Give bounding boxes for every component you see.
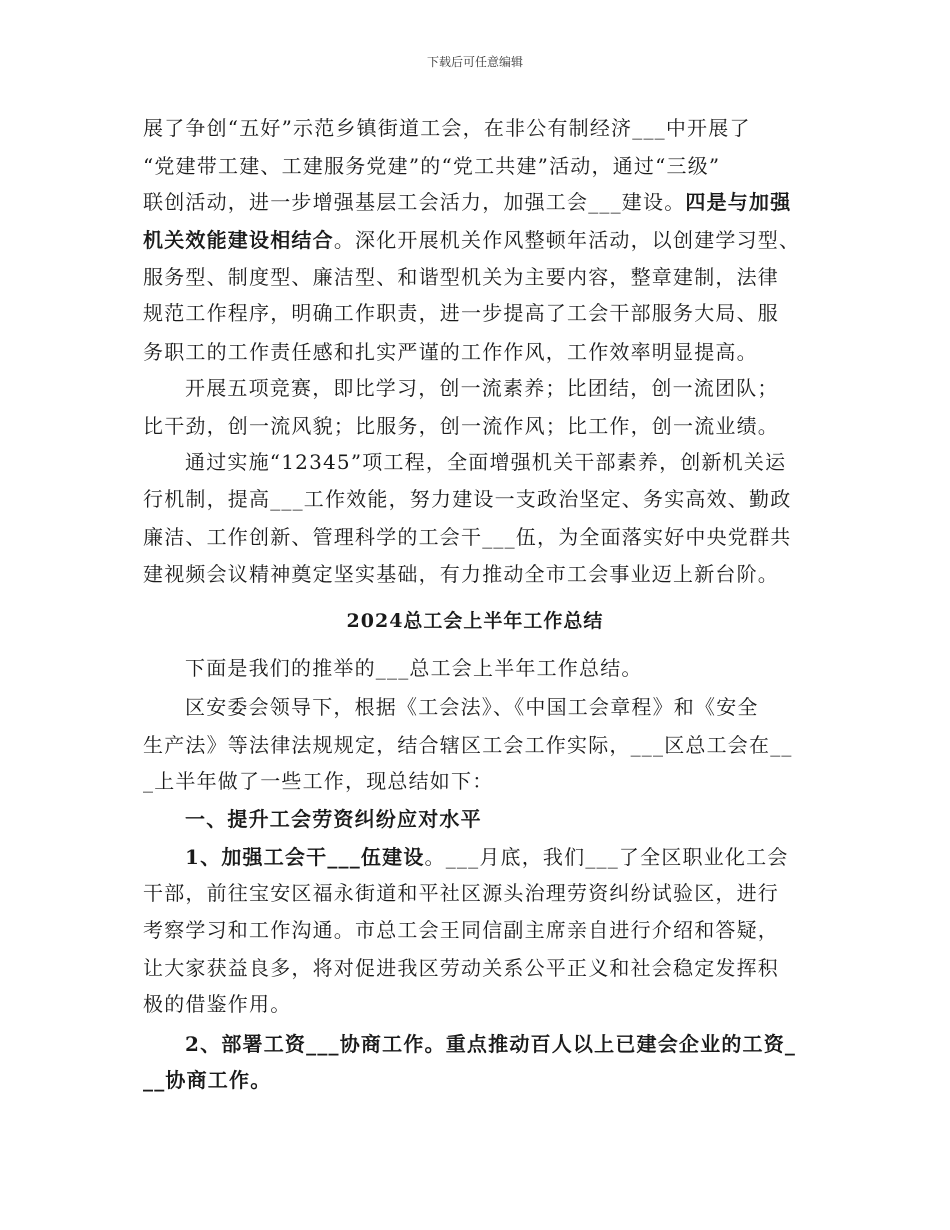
bold-phrase: 四是与加强 — [685, 190, 792, 214]
paragraph-line: 通过实施“12345”项工程，全面增强机关干部素养，创新机关运 — [185, 450, 787, 474]
paragraph-line: 开展五项竞赛，即比学习，创一流素养；比团结，创一流团队； — [185, 376, 779, 400]
paragraph-line: 2、部署工资___协商工作。重点推动百人以上已建会企业的工资_ — [185, 1032, 797, 1056]
paragraph-line: 行机制，提高___工作效能，努力建设一支政治坚定、务实高效、勤政 — [143, 487, 792, 511]
bold-phrase: 机关效能建设相结合 — [143, 228, 334, 252]
paragraph-line: 廉洁、工作创新、管理科学的工会干___伍，为全面落实好中央党群共 — [143, 525, 792, 549]
bold-phrase: 1、加强工会干___伍建设 — [185, 845, 425, 869]
paragraph-line: 机关效能建设相结合。深化开展机关作风整顿年活动，以创建学习型、 — [143, 228, 801, 252]
paragraph-line: 让大家获益良多，将对促进我区劳动关系公平正义和社会稳定发挥积 — [143, 956, 779, 980]
paragraph-line: 极的借鉴作用。 — [143, 992, 292, 1016]
paragraph-line: 建视频会议精神奠定坚实基础，有力推动全市工会事业迈上新台阶。 — [143, 562, 779, 586]
paragraph-line: 联创活动，进一步增强基层工会活力，加强工会___建设。四是与加强 — [143, 190, 792, 214]
subheading-line: 一、提升工会劳资纠纷应对水平 — [185, 807, 482, 831]
paragraph-line: 务职工的工作责任感和扎实严谨的工作作风，工作效率明显提高。 — [143, 340, 758, 364]
paragraph-line: 干部，前往宝安区福永街道和平社区源头治理劳资纠纷试验区，进行 — [143, 881, 779, 905]
paragraph-line: 1、加强工会干___伍建设。___月底，我们___了全区职业化工会 — [185, 845, 789, 869]
paragraph-line: __协商工作。 — [143, 1068, 272, 1092]
paragraph-line: 比干劲，创一流风貌；比服务，创一流作风；比工作，创一流业绩。 — [143, 414, 779, 438]
page-header: 下载后可任意编辑 — [426, 55, 523, 69]
paragraph-line: 生产法》等法律法规规定，结合辖区工会工作实际，___区总工会在__ — [143, 733, 793, 757]
paragraph-line: 考察学习和工作沟通。市总工会王同信副主席亲自进行介绍和答疑， — [143, 918, 779, 942]
paragraph-line: 下面是我们的推举的___总工会上半年工作总结。 — [185, 656, 643, 680]
paragraph-line: 规范工作程序，明确工作职责，进一步提高了工会干部服务大局、服 — [143, 301, 779, 325]
section-title: 2024总工会上半年工作总结 — [346, 610, 604, 632]
paragraph-line: “党建带工建、工建服务党建”的“党工共建”活动，通过“三级” — [143, 154, 721, 178]
paragraph-line: 服务型、制度型、廉洁型、和谐型机关为主要内容，整章建制，法律 — [143, 265, 779, 289]
paragraph-line: 展了争创“五好”示范乡镇街道工会，在非公有制经济___中开展了 — [143, 116, 751, 140]
paragraph-line: _上半年做了一些工作，现总结如下： — [143, 769, 494, 793]
paragraph-line: 区安委会领导下，根据《工会法》、《中国工会章程》和《安全 — [185, 695, 759, 719]
